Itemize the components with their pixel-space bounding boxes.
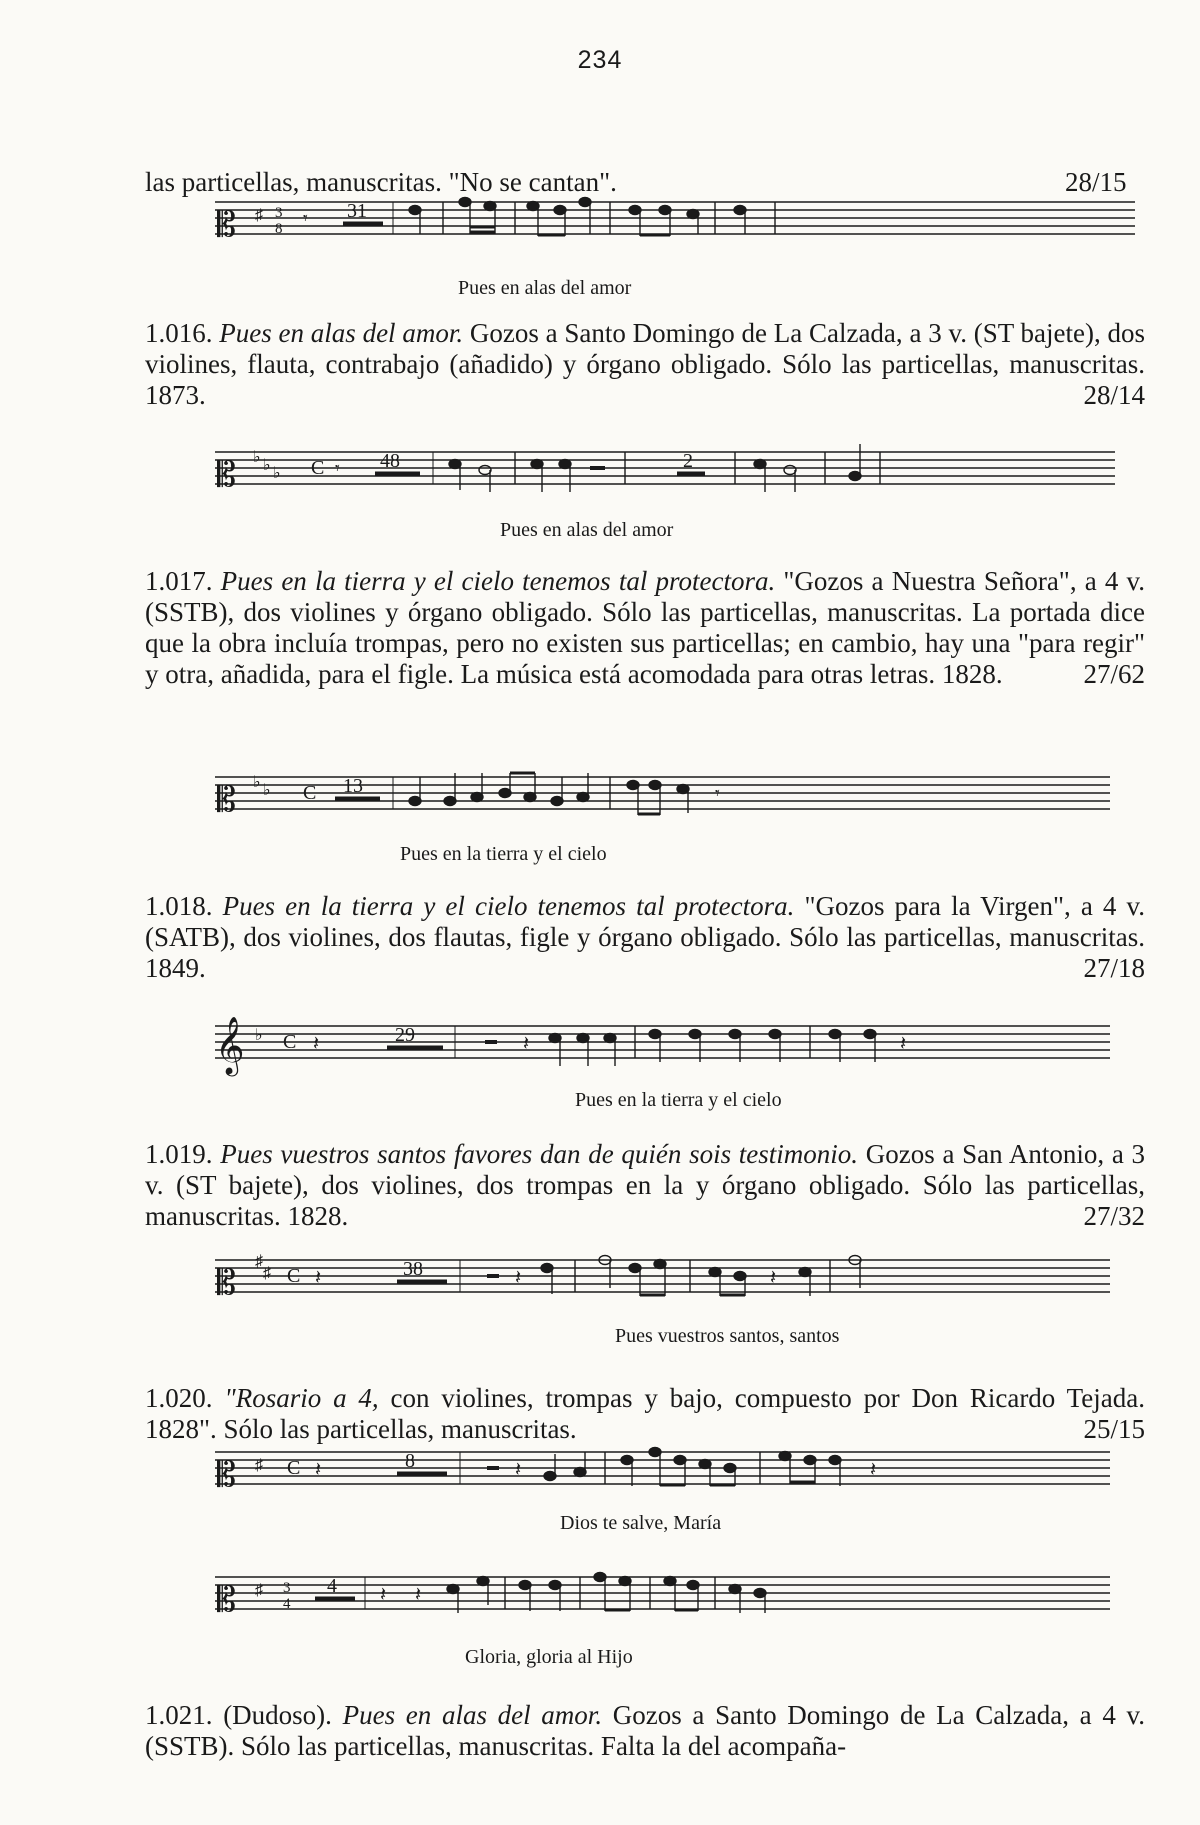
multi-rest-count: 4 — [327, 1575, 337, 1597]
catalog-entry — [145, 1700, 1145, 1762]
svg-text:𝄽: 𝄽 — [900, 1033, 907, 1055]
svg-text:𝄾: 𝄾 — [715, 783, 720, 803]
svg-text:𝄽: 𝄽 — [523, 1033, 530, 1055]
catalog-entry — [145, 891, 1145, 984]
time-signature-bottom: 4 — [283, 1596, 291, 1612]
svg-text:♯: ♯ — [263, 1265, 271, 1282]
svg-text:♭: ♭ — [253, 449, 261, 466]
multi-rest-count: 13 — [343, 775, 363, 797]
incipit-caption: Pues vuestros santos, santos — [615, 1325, 840, 1347]
music-incipit-1016 — [215, 440, 1115, 510]
entry-title: Pues vuestros santos favores dan de quién sois testimonio. — [220, 1139, 859, 1169]
page-number: 234 — [577, 46, 623, 74]
entry-title: Pues en la tierra y el cielo tenemos tal protectora. — [220, 566, 776, 596]
svg-text:♯: ♯ — [255, 1253, 263, 1270]
common-time-signature: C — [311, 457, 325, 479]
svg-text:𝄽: 𝄽 — [313, 1033, 320, 1055]
tenor-clef-icon: 𝄡 — [217, 457, 236, 494]
svg-text:𝄽: 𝄽 — [515, 1459, 522, 1481]
catalog-entry — [145, 318, 1145, 411]
svg-text:♯: ♯ — [255, 1582, 263, 1599]
entry-number: 1.019. — [145, 1139, 213, 1169]
entry-reference: 25/15 — [1083, 1414, 1145, 1444]
svg-text:𝄾: 𝄾 — [335, 458, 340, 478]
svg-text:𝄽: 𝄽 — [770, 1267, 777, 1289]
entry-reference: 27/18 — [1083, 953, 1145, 983]
incipit-caption: Pues en alas del amor — [500, 519, 674, 541]
entry-body: Gozos a San Antonio, a 3 v. (ST bajete), dos violines, dos trompas en la y órgano obligado. Sólo las particellas, manuscritas. 1828. — [145, 1139, 1146, 1231]
music-incipit-1019 — [215, 1248, 1110, 1318]
catalog-entry — [145, 1139, 1145, 1232]
time-signature-top: 3 — [275, 205, 283, 221]
svg-text:♭: ♭ — [273, 465, 281, 482]
multi-rest-count: 48 — [380, 450, 400, 472]
svg-text:𝄽: 𝄽 — [315, 1459, 322, 1481]
incipit-caption: Pues en alas del amor — [458, 277, 632, 299]
incipit-caption: Pues en la tierra y el cielo — [575, 1089, 782, 1111]
treble-clef-icon: 𝄞 — [215, 1017, 245, 1073]
tenor-clef-icon: 𝄡 — [217, 1457, 236, 1494]
music-incipit-1020a — [215, 1440, 1110, 1510]
entry-number: 1.016. — [145, 318, 213, 348]
common-time-signature: C — [287, 1265, 301, 1287]
entry-title: Pues en alas del amor. — [219, 318, 464, 348]
tenor-clef-icon: 𝄡 — [217, 207, 236, 244]
entry-number: 1.017. — [145, 566, 213, 596]
incipit-caption: Dios te salve, María — [560, 1512, 722, 1534]
multi-rest-count: 29 — [395, 1024, 415, 1046]
entry-body: Gozos a Santo Domingo de La Calzada, a 3 v. (ST bajete), dos violines, flauta, contrabajo (añadido) y órgano obligado. Sólo las particellas, manuscritas. 1873. — [145, 318, 1146, 410]
multi-rest-count-2: 2 — [683, 450, 693, 472]
incipit-caption: Gloria, gloria al Hijo — [465, 1646, 633, 1668]
tenor-clef-icon: 𝄡 — [217, 782, 236, 819]
entry-body: Gozos a Santo Domingo de La Calzada, a 4 v. (SSTB). Sólo las particellas, manuscritas. Falta la del acompaña- — [145, 1700, 1146, 1761]
multi-rest-count: 38 — [403, 1258, 423, 1280]
music-incipit-1018 — [215, 1010, 1110, 1090]
svg-text:♭: ♭ — [263, 782, 271, 799]
multi-rest-count: 8 — [405, 1450, 415, 1472]
svg-text:𝄾: 𝄾 — [303, 208, 308, 228]
time-signature-bottom: 8 — [275, 221, 283, 237]
svg-text:♯: ♯ — [255, 1457, 263, 1474]
catalog-entry — [145, 566, 1145, 690]
svg-text:♭: ♭ — [253, 774, 261, 791]
svg-text:𝄽: 𝄽 — [515, 1267, 522, 1289]
multi-rest-count: 31 — [347, 200, 367, 222]
entry-prefix: (Dudoso). — [223, 1700, 332, 1730]
entry-number: 1.018. — [145, 891, 213, 921]
entry-reference: 27/62 — [1083, 659, 1145, 689]
music-incipit-0 — [215, 190, 1135, 260]
time-signature-top: 3 — [283, 1580, 291, 1596]
music-incipit-1020b — [215, 1565, 1110, 1635]
entry-number: 1.020. — [145, 1383, 213, 1413]
entry-title: Pues en la tierra y el cielo tenemos tal protectora. — [222, 891, 795, 921]
entry-reference: 27/32 — [1083, 1201, 1145, 1231]
entry-number: 1.021. — [145, 1700, 213, 1730]
music-incipit-1017 — [215, 765, 1110, 835]
common-time-signature: C — [287, 1457, 301, 1479]
entry-body: "Gozos para la Virgen", a 4 v. (SATB), dos violines, dos flautas, figle y órgano obligado. Sólo las particellas, manuscritas. 1849. — [145, 891, 1146, 983]
entry-body: con violines, trompas y bajo, compuesto por Don Ricardo Tejada. 1828". Sólo las particellas, manuscritas. — [145, 1383, 1145, 1444]
entry-body: "Gozos a Nuestra Señora", a 4 v. (SSTB), dos violines y órgano obligado. Sólo las particellas, manuscritas. La portada dice que la obra incluía trompas, pero no existen sus particellas; en cambio, hay una "para regir" y otra, añadida, para el figle. La música está acomodada para otras letras. 1828. — [145, 566, 1146, 689]
entry-reference: 28/14 — [1083, 380, 1145, 410]
entry-title: "Rosario a 4, — [224, 1383, 379, 1413]
svg-text:𝄽: 𝄽 — [380, 1584, 387, 1606]
intro-text: las particellas, manuscritas. "No se cantan". — [145, 167, 617, 197]
tenor-clef-icon: 𝄡 — [217, 1582, 236, 1619]
catalog-entry — [145, 1383, 1145, 1445]
intro-reference: 28/15 — [1065, 167, 1127, 197]
svg-text:𝄽: 𝄽 — [870, 1459, 877, 1481]
svg-text:𝄽: 𝄽 — [315, 1267, 322, 1289]
svg-text:♭: ♭ — [263, 457, 271, 474]
entry-title: Pues en alas del amor. — [342, 1700, 603, 1730]
tenor-clef-icon: 𝄡 — [217, 1265, 236, 1302]
common-time-signature: C — [283, 1031, 297, 1053]
svg-text:𝄽: 𝄽 — [415, 1584, 422, 1606]
svg-text:♯: ♯ — [255, 207, 263, 224]
incipit-caption: Pues en la tierra y el cielo — [400, 843, 607, 865]
common-time-signature: C — [303, 782, 317, 804]
svg-text:♭: ♭ — [255, 1027, 263, 1044]
